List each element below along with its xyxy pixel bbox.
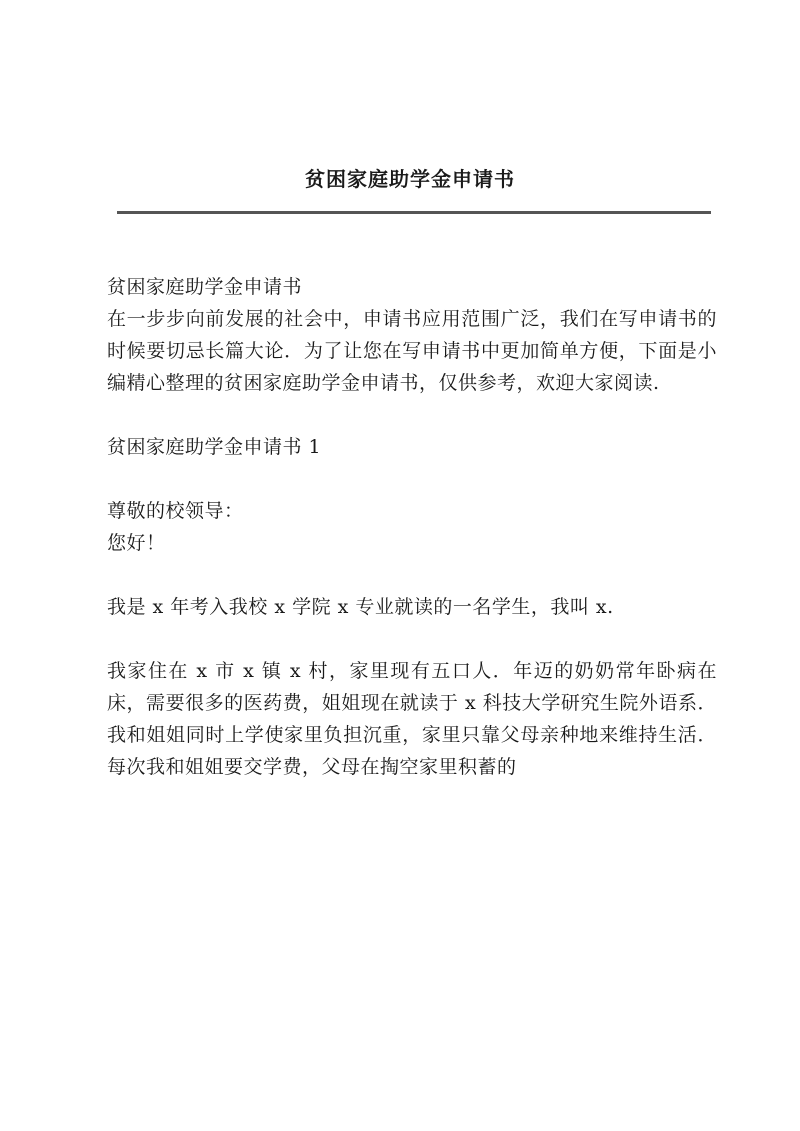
- document-body: [107, 271, 717, 783]
- spacer: [107, 463, 717, 495]
- body-heading: 贫困家庭助学金申请书: [107, 276, 303, 298]
- page-title: 贫困家庭助学金申请书: [305, 167, 515, 191]
- body-paragraph-2: 我家住在 x 市 x 镇 x 村，家里现有五口人．年迈的奶奶常年卧病在床，需要很多的医药费，姐姐现在就读于 x 科技大学研究生院外语系．我和姐姐同时上学使家里负担沉重，家里只靠父母亲种地来维持生活．每次我和姐姐要交学费，父母在掏空家里积蓄的: [107, 660, 717, 778]
- title-divider: [117, 211, 711, 214]
- spacer: [107, 623, 717, 655]
- section-heading: 贫困家庭助学金申请书 1: [107, 436, 322, 458]
- spacer: [107, 399, 717, 431]
- greeting: 您好！: [107, 532, 166, 554]
- salutation: 尊敬的校领导：: [107, 500, 244, 522]
- spacer: [107, 559, 717, 591]
- body-paragraph-1: 我是 x 年考入我校 x 学院 x 专业就读的一名学生，我叫 x.: [107, 596, 614, 618]
- intro-paragraph: 在一步步向前发展的社会中，申请书应用范围广泛，我们在写申请书的时候要切忌长篇大论．为了让您在写申请书中更加简单方便，下面是小编精心整理的贫困家庭助学金申请书，仅供参考，欢迎大家阅读.: [107, 308, 717, 394]
